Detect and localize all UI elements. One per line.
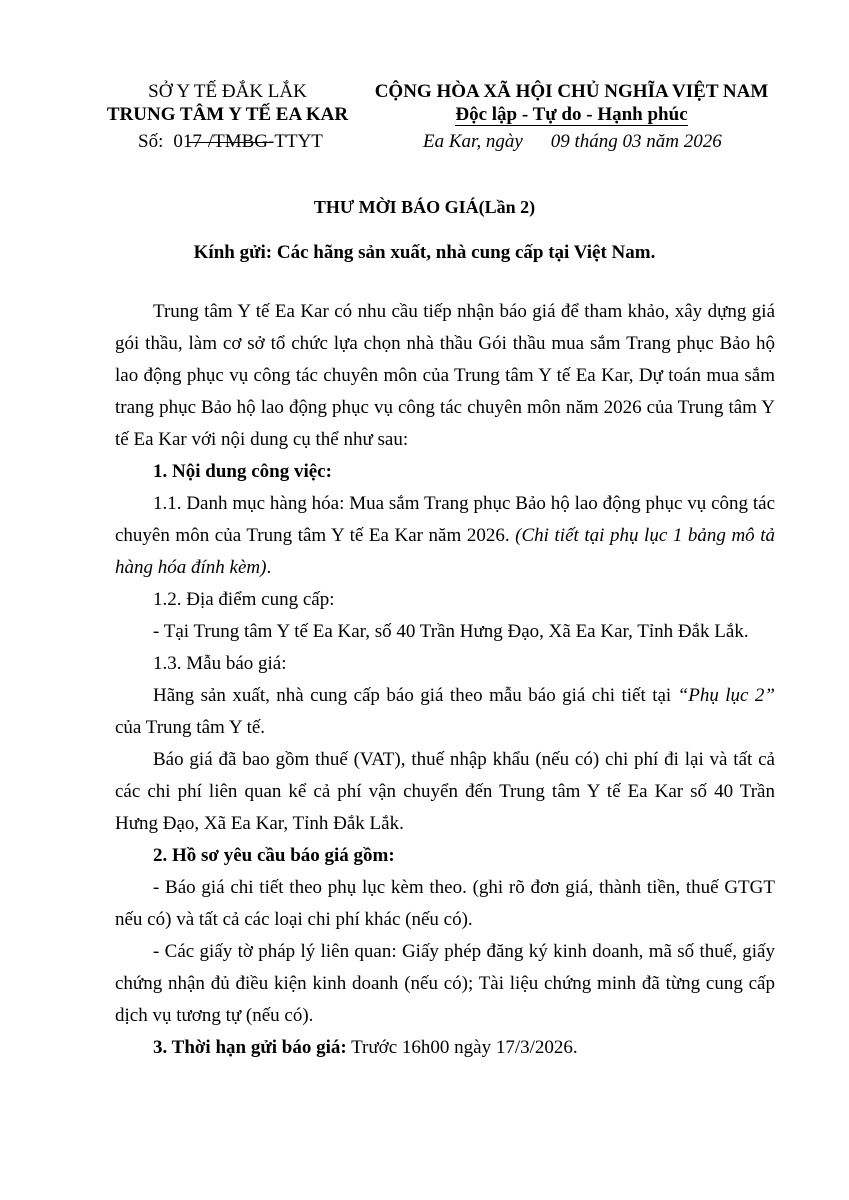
so-number: 017 bbox=[173, 131, 202, 152]
republic-name: CỘNG HÒA XÃ HỘI CHỦ NGHĨA VIỆT NAM bbox=[374, 81, 769, 102]
section1-item1-note: (Chi tiết tại phụ lục 1 bảng mô tả hàng hóa đính kèm) bbox=[115, 525, 776, 578]
date-prefix: Ea Kar, ngày bbox=[423, 131, 523, 152]
section3 bbox=[115, 1032, 775, 1064]
section1-item1: 1.1. Danh mục hàng hóa: Mua sắm Trang phục Bảo hộ lao động phục vụ công tác chuyên môn của Trung tâm Y tế Ea Kar năm 2026. (Chi tiết tại phụ lục 1 bảng mô tả hàng hóa đính kèm). bbox=[115, 493, 776, 578]
national-header bbox=[368, 80, 775, 126]
motto: Độc lập - Tự do - Hạnh phúc bbox=[455, 104, 688, 125]
section1-item3-text: Hãng sản xuất, nhà cung cấp báo giá theo mẫu báo giá chi tiết tại “Phụ lục 2” của Trung tâm Y tế. bbox=[115, 685, 775, 738]
intro-paragraph: Trung tâm Y tế Ea Kar có nhu cầu tiếp nhận báo giá để tham khảo, xây dựng giá gói thầu, làm cơ sở tổ chức lựa chọn nhà thầu Gói thầu mua sắm Trang phục Bảo hộ lao động phục vụ công tác chuyên môn của Trung tâm Y tế Ea Kar, Dự toán mua sắm trang phục Bảo hộ lao động phục vụ công tác chuyên môn năm 2026 của Trung tâm Y tế Ea Kar với nội dung cụ thể như sau: bbox=[115, 301, 775, 450]
section1-item2-text: - Tại Trung tâm Y tế Ea Kar, số 40 Trần Hưng Đạo, Xã Ea Kar, Tỉnh Đắk Lắk. bbox=[153, 621, 749, 642]
agency-name: SỞ Y TẾ ĐẮK LẮK bbox=[148, 81, 307, 102]
document-number bbox=[138, 131, 323, 153]
document-title: THƯ MỜI BÁO GIÁ(Lần 2) bbox=[313, 197, 536, 217]
greeting: Kính gửi: Các hãng sản xuất, nhà cung cấp tại Việt Nam. bbox=[193, 242, 656, 263]
section1-heading: 1. Nội dung công việc: bbox=[153, 461, 332, 482]
section2-item1: - Báo giá chi tiết theo phụ lục kèm theo. (ghi rõ đơn giá, thành tiền, thuế GTGT nếu có) và tất cả các loại chi phí khác (nếu có). bbox=[115, 877, 775, 930]
section3-text: Trước 16h00 ngày 17/3/2026. bbox=[351, 1037, 578, 1058]
center-name: TRUNG TÂM Y TẾ EA KAR bbox=[106, 104, 349, 125]
date-line bbox=[423, 131, 722, 153]
section1-item3-label: 1.3. Mẫu báo giá: bbox=[153, 653, 287, 674]
section3-heading: 3. Thời hạn gửi báo giá: bbox=[153, 1037, 347, 1058]
date-rest: 09 tháng 03 năm 2026 bbox=[550, 131, 722, 152]
so-code: /TMBG-TTYT bbox=[207, 131, 323, 152]
section2-heading: 2. Hồ sơ yêu cầu báo giá gồm: bbox=[153, 845, 395, 866]
so-label: Số: bbox=[138, 131, 164, 152]
section2-item2: - Các giấy tờ pháp lý liên quan: Giấy phép đăng ký kinh doanh, mã số thuế, giấy chứng nhận đủ điều kiện kinh doanh (nếu có); Tài liệu chứng minh đã từng cung cấp dịch vụ tương tự (nếu có). bbox=[115, 941, 775, 1026]
section1-item2-label: 1.2. Địa điểm cung cấp: bbox=[153, 589, 335, 610]
price-note: Báo giá đã bao gồm thuế (VAT), thuế nhập khẩu (nếu có) chi phí đi lại và tất cả các chi phí liên quan kể cả phí vận chuyển đến Trung tâm Y tế Ea Kar số 40 Trần Hưng Đạo, Xã Ea Kar, Tỉnh Đắk Lắk. bbox=[115, 749, 775, 834]
document-body bbox=[115, 296, 775, 1064]
appendix-2-reference: “Phụ lục 2” bbox=[677, 685, 775, 706]
